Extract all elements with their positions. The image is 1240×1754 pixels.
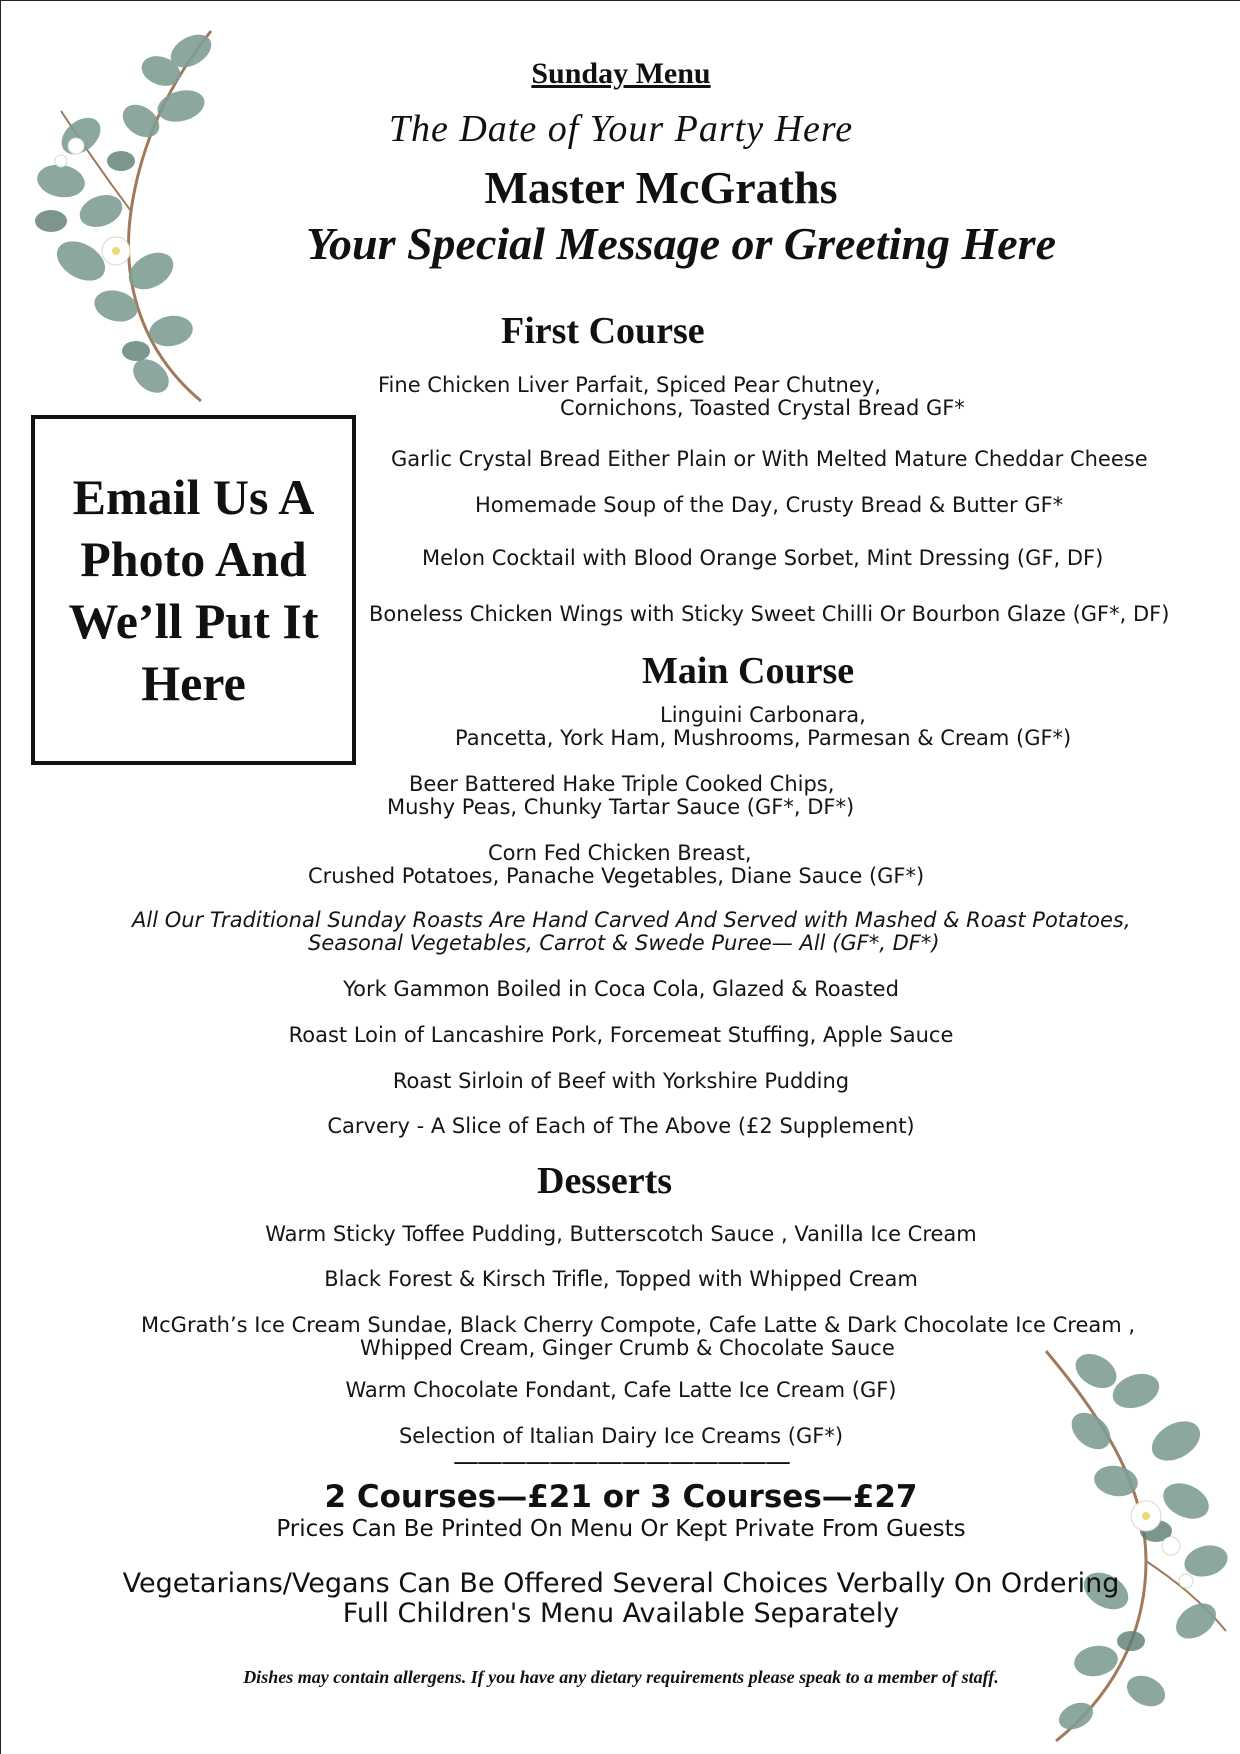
main-course-heading: Main Course bbox=[642, 650, 855, 692]
menu-item: Homemade Soup of the Day, Crusty Bread & Butter GF* bbox=[475, 493, 1064, 517]
menu-item: Black Forest & Kirsch Trifle, Topped with Whipped Cream bbox=[324, 1267, 918, 1291]
menu-item: Whipped Cream, Ginger Crumb & Chocolate Sauce bbox=[360, 1336, 895, 1360]
roast-note: Seasonal Vegetables, Carrot & Swede Puree— All (GF*, DF*) bbox=[308, 931, 940, 955]
photo-placeholder bbox=[31, 415, 356, 765]
menu-item: Boneless Chicken Wings with Sticky Sweet Chilli Or Bourbon Glaze (GF*, DF) bbox=[369, 602, 1170, 626]
venue-name: Master McGraths bbox=[484, 162, 838, 213]
menu-item: Carvery - A Slice of Each of The Above (£2 Supplement) bbox=[327, 1114, 915, 1138]
first-course-heading: First Course bbox=[501, 310, 705, 352]
menu-item: Cornichons, Toasted Crystal Bread GF* bbox=[560, 396, 965, 420]
special-greeting: Your Special Message or Greeting Here bbox=[305, 218, 1056, 269]
desserts-heading: Desserts bbox=[537, 1160, 673, 1202]
menu-title: Sunday Menu bbox=[531, 57, 711, 90]
price-note: Prices Can Be Printed On Menu Or Kept Private From Guests bbox=[276, 1516, 966, 1542]
menu-item: Linguini Carbonara, bbox=[660, 703, 866, 727]
roast-note: All Our Traditional Sunday Roasts Are Hand Carved And Served with Mashed & Roast Potatoes, bbox=[132, 908, 1131, 932]
menu-item: Pancetta, York Ham, Mushrooms, Parmesan & Cream (GF*) bbox=[455, 726, 1072, 750]
photo-placeholder-text: Email Us A Photo And We’ll Put It Here bbox=[68, 469, 319, 711]
menu-item: Warm Chocolate Fondant, Cafe Latte Ice Cream (GF) bbox=[345, 1378, 897, 1402]
price-line: 2 Courses—£21 or 3 Courses—£27 bbox=[324, 1479, 918, 1515]
menu-item: Roast Loin of Lancashire Pork, Forcemeat Stuffing, Apple Sauce bbox=[288, 1023, 954, 1047]
party-date: The Date of Your Party Here bbox=[388, 108, 854, 150]
menu-item: Beer Battered Hake Triple Cooked Chips, bbox=[409, 772, 835, 796]
menu-item: Melon Cocktail with Blood Orange Sorbet, Mint Dressing (GF, DF) bbox=[422, 546, 1104, 570]
menu-item: Roast Sirloin of Beef with Yorkshire Pudding bbox=[392, 1069, 850, 1093]
menu-item: Fine Chicken Liver Parfait, Spiced Pear Chutney, bbox=[378, 373, 881, 397]
menu-item: Selection of Italian Dairy Ice Creams (GF*) bbox=[398, 1424, 844, 1448]
menu-item: Mushy Peas, Chunky Tartar Sauce (GF*, DF*) bbox=[387, 795, 855, 819]
menu-item: Warm Sticky Toffee Pudding, Butterscotch Sauce , Vanilla Ice Cream bbox=[265, 1222, 977, 1246]
veg-note: Vegetarians/Vegans Can Be Offered Several Choices Verbally On Ordering bbox=[122, 1568, 1120, 1599]
menu-item: McGrath’s Ice Cream Sundae, Black Cherry Compote, Cafe Latte & Dark Chocolate Ice Cream , bbox=[141, 1313, 1136, 1337]
menu-item: Crushed Potatoes, Panache Vegetables, Diane Sauce (GF*) bbox=[308, 864, 925, 888]
menu-item: Garlic Crystal Bread Either Plain or With Melted Mature Cheddar Cheese bbox=[391, 447, 1148, 471]
divider: —————————————— bbox=[453, 1447, 789, 1477]
allergen-note: Dishes may contain allergens. If you have any dietary requirements please speak to a member of staff. bbox=[243, 1667, 999, 1687]
children-menu-note: Full Children's Menu Available Separately bbox=[342, 1598, 900, 1629]
menu-item: York Gammon Boiled in Coca Cola, Glazed & Roasted bbox=[343, 977, 899, 1001]
menu-item: Corn Fed Chicken Breast, bbox=[488, 841, 752, 865]
